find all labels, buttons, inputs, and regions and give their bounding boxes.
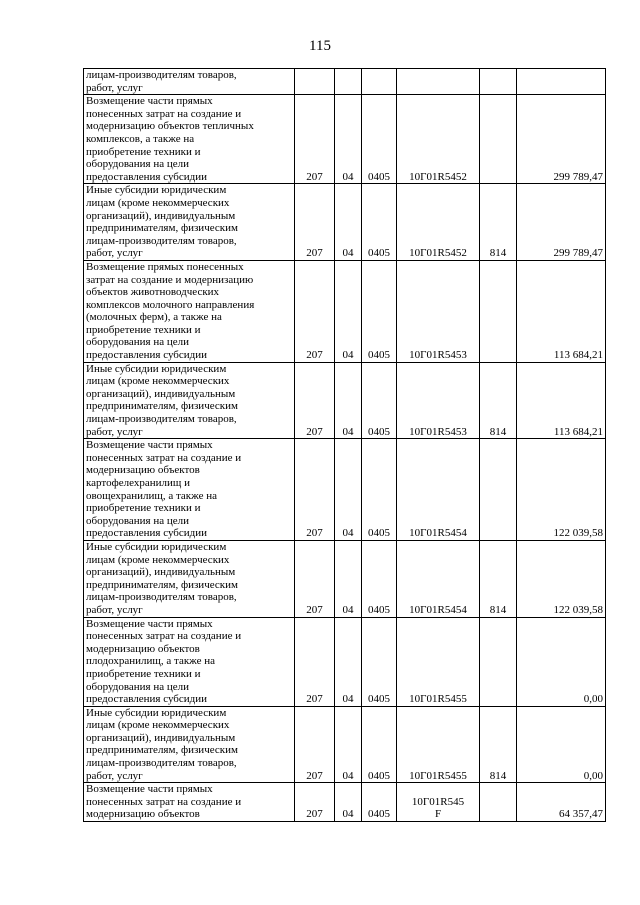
row-rz: 04 [335, 184, 362, 261]
row-vr [480, 260, 517, 362]
budget-table [83, 68, 606, 822]
row-name: Возмещение части прямых понесенных затрат на создание и модернизацию объектов тепличных комплексов, а также на приобретение техники и оборудования на цели предоставления субсидии [84, 95, 295, 184]
row-csr: 10Г01R5453 [397, 260, 480, 362]
row-rz: 04 [335, 706, 362, 783]
row-rz: 04 [335, 783, 362, 822]
row-vr [480, 95, 517, 184]
row-rz: 04 [335, 617, 362, 706]
row-sum: 113 684,21 [517, 362, 606, 439]
row-pr: 0405 [362, 783, 397, 822]
row-gr: 207 [295, 95, 335, 184]
row-name: Иные субсидии юридическим лицам (кроме некоммерческих организаций), индивидуальным предпринимателям, физическим лицам-производителям товаров, работ, услуг [84, 706, 295, 783]
page-number: 115 [309, 38, 331, 54]
row-gr: 207 [295, 439, 335, 541]
row-sum: 299 789,47 [517, 184, 606, 261]
row-sum: 122 039,58 [517, 439, 606, 541]
row-csr: 10Г01R5454 [397, 540, 480, 617]
row-pr: 0405 [362, 706, 397, 783]
row-sum: 0,00 [517, 617, 606, 706]
row-csr [397, 69, 480, 95]
row-sum: 113 684,21 [517, 260, 606, 362]
row-name: Иные субсидии юридическим лицам (кроме некоммерческих организаций), индивидуальным предпринимателям, физическим лицам-производителям товаров, работ, услуг [84, 540, 295, 617]
row-sum: 122 039,58 [517, 540, 606, 617]
row-pr [362, 69, 397, 95]
row-gr: 207 [295, 783, 335, 822]
row-vr: 814 [480, 362, 517, 439]
row-gr: 207 [295, 540, 335, 617]
row-pr: 0405 [362, 439, 397, 541]
row-vr [480, 783, 517, 822]
row-name: Иные субсидии юридическим лицам (кроме некоммерческих организаций), индивидуальным предпринимателям, физическим лицам-производителям товаров, работ, услуг [84, 184, 295, 261]
row-name: Иные субсидии юридическим лицам (кроме некоммерческих организаций), индивидуальным предпринимателям, физическим лицам-производителям товаров, работ, услуг [84, 362, 295, 439]
row-rz: 04 [335, 439, 362, 541]
row-pr: 0405 [362, 95, 397, 184]
row-csr: 10Г01R5454 [397, 439, 480, 541]
table-row [84, 95, 606, 184]
row-gr: 207 [295, 260, 335, 362]
row-sum: 0,00 [517, 706, 606, 783]
row-pr: 0405 [362, 184, 397, 261]
row-name: Возмещение прямых понесенных затрат на создание и модернизацию объектов животноводческих комплексов молочного направления (молочных ферм), а также на приобретение техники и оборудования на цели предоставления субсидии [84, 260, 295, 362]
row-gr: 207 [295, 184, 335, 261]
row-vr [480, 439, 517, 541]
table-row [84, 706, 606, 783]
row-csr: 10Г01R5455 [397, 706, 480, 783]
row-name: Возмещение части прямых понесенных затрат на создание и модернизацию объектов плодохранилищ, а также на приобретение техники и оборудования на цели предоставления субсидии [84, 617, 295, 706]
row-vr: 814 [480, 706, 517, 783]
row-vr [480, 617, 517, 706]
row-gr [295, 69, 335, 95]
row-name: лицам-производителям товаров, работ, услуг [84, 69, 295, 95]
row-name: Возмещение части прямых понесенных затрат на создание и модернизацию объектов [84, 783, 295, 822]
row-pr: 0405 [362, 540, 397, 617]
table-row [84, 617, 606, 706]
table-row [84, 783, 606, 822]
row-csr: 10Г01R5452 [397, 184, 480, 261]
row-pr: 0405 [362, 617, 397, 706]
row-sum [517, 69, 606, 95]
row-csr: 10Г01R545 F [397, 783, 480, 822]
table-row [84, 540, 606, 617]
row-csr: 10Г01R5452 [397, 95, 480, 184]
row-vr [480, 69, 517, 95]
table-row [84, 362, 606, 439]
row-rz: 04 [335, 362, 362, 439]
table-row [84, 260, 606, 362]
row-gr: 207 [295, 706, 335, 783]
row-vr: 814 [480, 184, 517, 261]
row-pr: 0405 [362, 362, 397, 439]
row-rz: 04 [335, 260, 362, 362]
row-vr: 814 [480, 540, 517, 617]
row-sum: 64 357,47 [517, 783, 606, 822]
table-row [84, 69, 606, 95]
row-rz: 04 [335, 95, 362, 184]
row-csr: 10Г01R5455 [397, 617, 480, 706]
row-pr: 0405 [362, 260, 397, 362]
table-row [84, 184, 606, 261]
row-rz [335, 69, 362, 95]
row-sum: 299 789,47 [517, 95, 606, 184]
row-csr: 10Г01R5453 [397, 362, 480, 439]
table-row [84, 439, 606, 541]
row-gr: 207 [295, 362, 335, 439]
row-gr: 207 [295, 617, 335, 706]
row-rz: 04 [335, 540, 362, 617]
row-name: Возмещение части прямых понесенных затрат на создание и модернизацию объектов картофелехранилищ и овощехранилищ, а также на приобретение техники и оборудования на цели предоставления субсидии [84, 439, 295, 541]
